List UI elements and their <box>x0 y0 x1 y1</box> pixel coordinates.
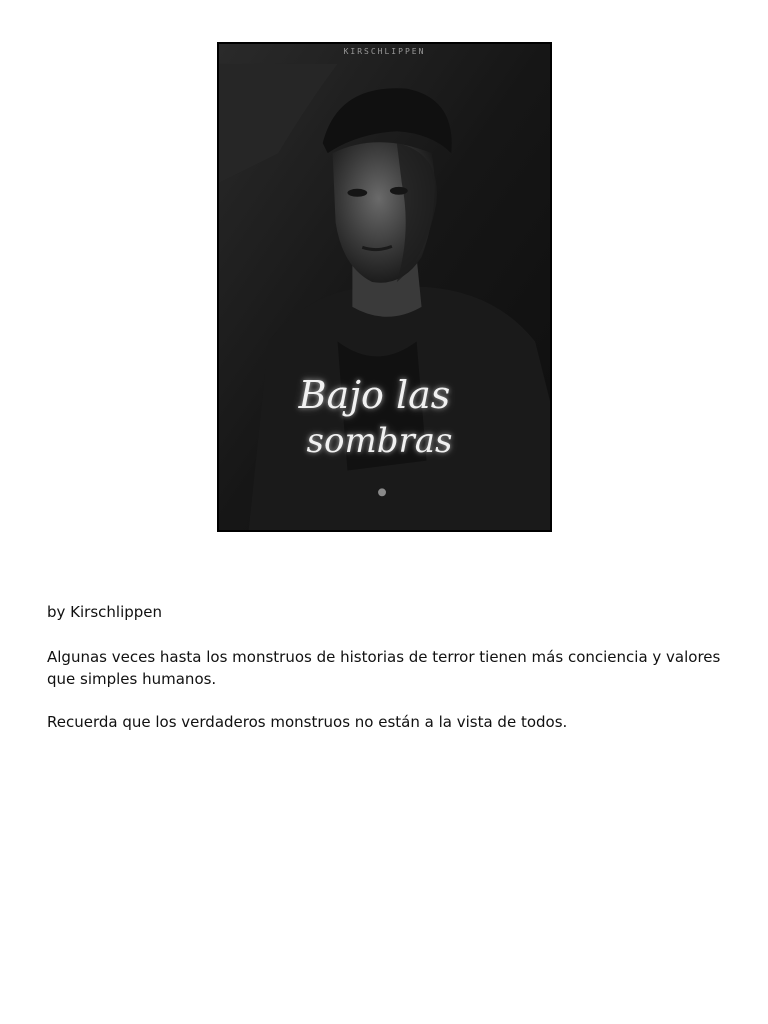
cover-author-mark: KIRSCHLIPPEN <box>343 47 426 56</box>
byline: by Kirschlippen <box>47 603 163 621</box>
book-cover <box>217 42 552 532</box>
cover-title-line1: Bajo las <box>298 373 451 417</box>
cover-title <box>219 373 550 461</box>
description-paragraph-1: Algunas veces hasta los monstruos de historias de terror tienen más conciencia y valores que simples humanos. <box>47 648 721 688</box>
cover-title-line2: sombras <box>306 421 453 461</box>
description-paragraph-2: Recuerda que los verdaderos monstruos no están a la vista de todos. <box>47 713 568 731</box>
